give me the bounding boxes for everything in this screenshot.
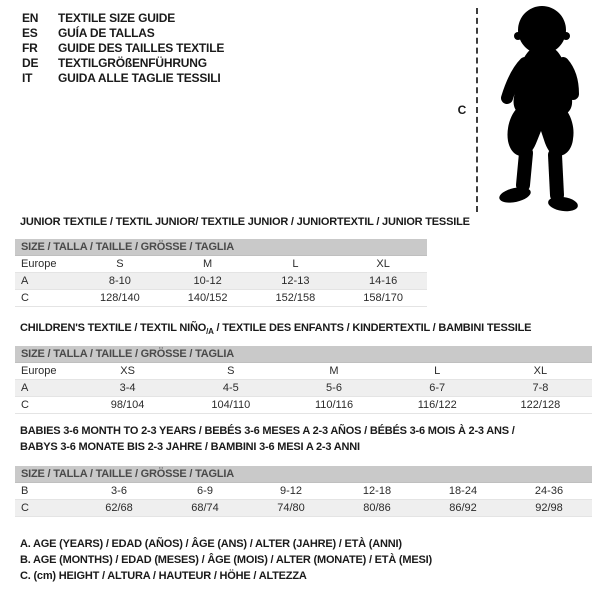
table-cell: 24-36 xyxy=(534,485,564,497)
table-cell: XL xyxy=(533,365,548,377)
table-cell: 3-6 xyxy=(111,485,127,497)
row-label: C xyxy=(21,399,29,411)
table-body xyxy=(15,483,592,517)
table-row xyxy=(15,397,592,414)
legend-label: TEXTILGRÖßENFÜHRUNG xyxy=(58,56,207,70)
table-cell: 74/80 xyxy=(277,502,305,514)
table-cell: 128/140 xyxy=(99,292,140,304)
table-cell: 5-6 xyxy=(326,382,342,394)
row-label: C xyxy=(21,502,29,514)
table-cell: 8-10 xyxy=(108,275,131,287)
table-row xyxy=(15,483,592,500)
table-cell: M xyxy=(203,258,213,270)
size-header-bar: SIZE / TALLA / TAILLE / GRÖSSE / TAGLIA xyxy=(15,346,592,363)
legend-row-fr xyxy=(22,41,224,56)
table-cell: 14-16 xyxy=(369,275,398,287)
junior-section-title: JUNIOR TEXTILE / TEXTIL JUNIOR/ TEXTILE JUNIOR / JUNIORTEXTIL / JUNIOR TESSILE xyxy=(20,216,470,228)
table-cell: 86/92 xyxy=(449,502,477,514)
row-label: A xyxy=(21,382,29,394)
table-cell: XL xyxy=(376,258,390,270)
footnotes xyxy=(20,536,432,584)
legend-row-de xyxy=(22,56,224,71)
babies-size-table xyxy=(15,466,592,517)
table-cell: S xyxy=(116,258,124,270)
table-cell: 80/86 xyxy=(363,502,391,514)
table-cell: 12-18 xyxy=(362,485,392,497)
table-cell: M xyxy=(329,365,339,377)
row-label: Europe xyxy=(21,258,57,270)
table-cell: 140/152 xyxy=(187,292,228,304)
table-cell: 10-12 xyxy=(193,275,222,287)
title-subscript: /A xyxy=(206,327,214,337)
babies-section-title xyxy=(20,423,515,455)
table-row xyxy=(15,380,592,397)
table-cell: 152/158 xyxy=(275,292,316,304)
table-cell: 62/68 xyxy=(105,502,133,514)
table-cell: 3-4 xyxy=(119,382,136,394)
table-cell: 110/116 xyxy=(314,399,354,411)
table-cell: 7-8 xyxy=(532,382,549,394)
note-age-months: B. AGE (MONTHS) / EDAD (MESES) / ÂGE (MOIS) / ALTER (MONATE) / ETÀ (MESI) xyxy=(20,554,432,566)
language-code: DE xyxy=(22,56,39,70)
table-cell: 104/110 xyxy=(211,399,251,411)
baby-silhouette-icon xyxy=(482,3,598,215)
title-text: / TEXTILE DES ENFANTS / KINDERTEXTIL / BAMBINI TESSILE xyxy=(213,322,532,334)
language-code: ES xyxy=(22,26,38,40)
table-cell: 68/74 xyxy=(191,502,219,514)
table-cell: L xyxy=(292,258,299,270)
legend-label: GUÍA DE TALLAS xyxy=(58,26,155,40)
row-label: B xyxy=(21,485,29,497)
size-header-bar: SIZE / TALLA / TAILLE / GRÖSSE / TAGLIA xyxy=(15,239,427,256)
table-cell: 12-13 xyxy=(281,275,310,287)
title-text: CHILDREN'S TEXTILE / TEXTIL NIÑO xyxy=(20,322,207,334)
row-label: C xyxy=(21,292,29,304)
row-label: A xyxy=(21,275,29,287)
table-cell: 98/104 xyxy=(110,399,145,411)
legend-row-es xyxy=(22,26,224,41)
junior-size-table xyxy=(15,239,427,307)
legend-label: GUIDE DES TAILLES TEXTILE xyxy=(58,41,225,55)
legend-row-en xyxy=(22,11,224,26)
language-code: EN xyxy=(22,11,39,25)
table-row xyxy=(15,273,427,290)
legend-label: TEXTILE SIZE GUIDE xyxy=(58,11,176,25)
table-cell: 158/170 xyxy=(363,292,403,304)
table-cell: 116/122 xyxy=(417,399,457,411)
table-cell: 4-5 xyxy=(222,382,239,394)
title-line-2: BABYS 3-6 MONATE BIS 2-3 JAHRE / BAMBINI 3-6 MESI A 2-3 ANNI xyxy=(20,441,360,453)
table-row xyxy=(15,500,592,517)
table-cell: 6-9 xyxy=(197,485,213,497)
note-age-years: A. AGE (YEARS) / EDAD (AÑOS) / ÂGE (ANS) / ALTER (JAHRE) / ETÀ (ANNI) xyxy=(20,538,402,550)
language-legend xyxy=(22,11,224,86)
height-c-label: C xyxy=(457,103,467,117)
children-section-title xyxy=(20,322,531,336)
table-cell: 92/98 xyxy=(535,502,563,514)
table-body xyxy=(15,256,427,307)
legend-row-it xyxy=(22,71,224,86)
language-code: IT xyxy=(22,71,33,85)
table-body xyxy=(15,363,592,414)
table-cell: 6-7 xyxy=(429,382,446,394)
children-size-table xyxy=(15,346,592,414)
language-code: FR xyxy=(22,41,38,55)
table-cell: L xyxy=(434,365,441,377)
table-cell: S xyxy=(227,365,235,377)
table-cell: 122/128 xyxy=(520,399,561,411)
table-cell: 9-12 xyxy=(279,485,303,497)
table-cell: 18-24 xyxy=(448,485,478,497)
note-height-cm: C. (cm) HEIGHT / ALTURA / HAUTEUR / HÖHE / ALTEZZA xyxy=(20,570,307,582)
table-row xyxy=(15,363,592,380)
table-row xyxy=(15,290,427,307)
title-line-1: BABIES 3-6 MONTH TO 2-3 YEARS / BEBÉS 3-6 MESES A 2-3 AÑOS / BÉBÉS 3-6 MOIS À 2-3 ANS / xyxy=(20,425,515,437)
size-header-bar: SIZE / TALLA / TAILLE / GRÖSSE / TAGLIA xyxy=(15,466,592,483)
table-row xyxy=(15,256,427,273)
legend-label: GUIDA ALLE TAGLIE TESSILI xyxy=(58,71,221,85)
table-cell: XS xyxy=(120,365,135,377)
row-label: Europe xyxy=(21,365,57,377)
height-measure-dashed-line xyxy=(476,8,478,212)
